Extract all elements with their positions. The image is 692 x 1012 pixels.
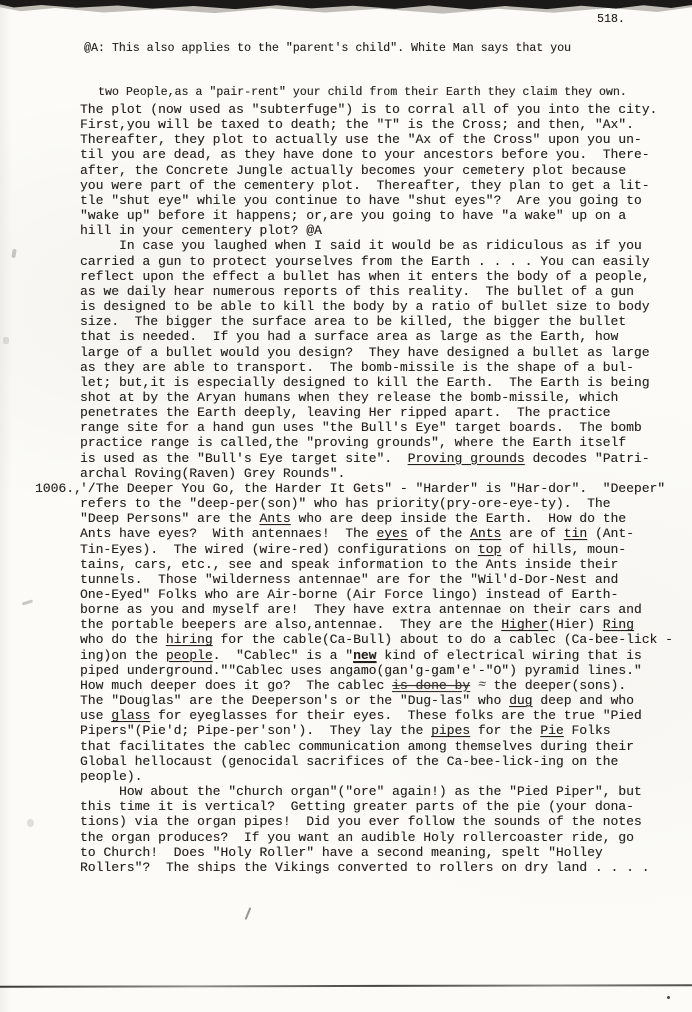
text-line: In case you laughed when I said it would be as ridiculous as if you (80, 238, 642, 254)
paragraph-number: 1006., (35, 480, 82, 496)
emphasized-word: Proving grounds (407, 450, 525, 466)
emphasized-word: top (477, 541, 502, 557)
page-number: 518. (597, 13, 625, 26)
smudge-mark (11, 249, 17, 259)
text-line: Rollers"? The ships the Vikings converted to rollers on dry land . . . . (80, 859, 650, 875)
emphasized-word: is done by (392, 677, 471, 693)
smudge-mark (3, 337, 9, 344)
emphasized-word: dug (509, 693, 533, 709)
emphasized-word: new (353, 647, 377, 663)
text-line: til you are dead, as they have done to your ancestors before you. There- (80, 147, 650, 163)
text-line: reflect upon the effect a bullet has when it enters the body of a people, (80, 268, 650, 284)
text-line: hill in your cementery plot? @A (80, 223, 322, 239)
text-line: to Church! Does "Holy Roller" have a second meaning, spelt "Holley (80, 844, 603, 860)
emphasized-word: glass (111, 708, 151, 724)
text-line: Ants have eyes? With antennaes! The eyes of the Ants are of tin (Ant- (80, 526, 634, 542)
text-line: ing)on the people. "Cablec" is a "new kind of electrical wiring that is (80, 647, 642, 663)
text-line: after, the Concrete Jungle actually becomes your cemetery plot because (80, 162, 627, 178)
text-line: the organ produces? If you want an audible Holy rollercoaster ride, go (80, 829, 634, 845)
text-line: that facilitates the cablec communication among themselves during their (80, 738, 634, 754)
text-line: practice range is called,the "proving grounds", where the Earth itself (80, 435, 627, 451)
emphasized-word: people (165, 647, 213, 663)
text-line: carried a gun to protect yourselves from the Earth . . . . You can easily (80, 253, 650, 269)
text-line: borne as you and myself are! They have extra antennae on their cars and (80, 602, 642, 618)
emphasized-word: Ants (259, 511, 291, 527)
text-line: this time it is vertical? Getting greater parts of the pie (your dona- (80, 799, 634, 815)
emphasized-word: Ants (470, 526, 502, 542)
text-line: "Deep Persons" are the Ants who are deep inside the Earth. How do the (80, 511, 627, 527)
text-line: tions) via the organ pipes! Did you ever follow the sounds of the notes (80, 814, 642, 830)
emphasized-word: hiring (165, 632, 213, 648)
header-line-1: @A: This also applies to the "parent's child". White Man says that you (84, 42, 572, 56)
emphasized-word: tin (563, 526, 588, 542)
text-line: refers to the "deep-per(son)" who has priority(pry-ore-eye-ty). The (80, 496, 611, 512)
text-line: First,you will be taxed to death; the "T" is the Cross; and then, "Ax". (80, 117, 634, 133)
text-line: Tin-Eyes). The wired (wire-red) configurations on top of hills, moun- (80, 541, 627, 557)
header-line-2: two People,as a "pair-rent" your child from their Earth they claim they own. (98, 85, 627, 99)
text-line: let; but,it is especially designed to kill the Earth. The Earth is being (80, 374, 650, 390)
text-line: archal Roving(Raven) Grey Rounds". (80, 465, 346, 481)
text-line: Thereafter, they plot to actually use the "Ax of the Cross" upon you un- (80, 132, 642, 148)
handwritten-mark: ≈ (468, 676, 496, 692)
text-line: How much deeper does it go? The cablec is done by ≈ the deeper(sons). (80, 676, 627, 693)
text-line: How about the "church organ"("ore" again!) as the "Pied Piper", but (80, 784, 642, 800)
text-line: shot at by the Aryan humans when they release the bomb-missile, which (80, 389, 619, 405)
text-line: you were part of the cementery plot. Thereafter, they plan to get a lit- (80, 177, 650, 193)
text-line: The "Douglas" are the Deeperson's or the "Dug-las" who dug deep and who (80, 693, 634, 709)
smudge-mark (22, 599, 33, 605)
text-line: the portable beepers are also,antennae. They are the Higher(Hier) Ring (80, 617, 634, 633)
document-body (35, 102, 673, 875)
text-line: One-Eyed" Folks who are Air-borne (Air Force lingo) instead of Earth- (80, 587, 619, 602)
smudge-mark (27, 819, 34, 827)
text-line: Pipers"(Pie'd; Pipe-per'son'). They lay the pipes for the Pie Folks (80, 723, 611, 739)
text-line: that is needed. If you had a surface area as large as the Earth, how (80, 329, 619, 345)
text-line: penetrates the Earth deeply, leaving Her ripped apart. The practice (80, 405, 611, 421)
text-line: use glass for eyeglasses for their eyes. These folks are the true "Pied (80, 708, 642, 724)
text-line: size. The bigger the surface area to be killed, the bigger the bullet (80, 314, 627, 330)
text-line: as they are able to transport. The bomb-missile is the shape of a bul- (80, 359, 634, 375)
emphasized-word: Ring (602, 617, 634, 633)
scan-fold-line (0, 984, 692, 987)
text-line: is used as the "Bull's Eye target site". Proving grounds decodes "Patri- (80, 450, 650, 466)
text-line: tains, cars, etc., see and speak information to the Ants inside their (80, 556, 619, 572)
text-line: Global hellocaust (genocidal sacrifices of the Ca-bee-lick-ing on the (80, 753, 619, 769)
ink-dot (667, 996, 670, 999)
text-line: "wake up" before it happens; or,are you going to have "a wake" up on a (80, 208, 627, 224)
text-line: as we daily hear numerous reports of this reality. The bullet of a gun (80, 283, 634, 299)
text-line: people). (80, 768, 143, 784)
emphasized-word: Pie (540, 723, 564, 739)
text-line: tle "shut eye" while you continue to have "shut eyes"? Are you going to (80, 192, 642, 208)
text-line: tunnels. Those "wilderness antennae" are for the "Wil'd-Dor-Nest and (80, 571, 619, 587)
text-line: piped underground.""Cablec uses angamo(gan'g-gam'e'-"O") pyramid lines." (80, 662, 642, 678)
text-line: 1006., '/The Deeper You Go, the Harder It Gets" - "Harder" is "Har-dor". "Deeper" (35, 480, 666, 496)
text-line: The plot (now used as "subterfuge") is to corral all of you into the city. (80, 102, 658, 117)
emphasized-word: Higher (501, 617, 549, 633)
text-line: who do the hiring for the cable(Ca-Bull) about to do a cablec (Ca-bee-lick - (80, 632, 673, 648)
text-line: is designed to be able to kill the body by a ratio of bullet size to body (80, 299, 650, 315)
text-line: range site for a hand gun uses "the Bull's Eye" target boards. The bomb (80, 420, 642, 436)
emphasized-word: eyes (376, 526, 408, 542)
pen-slash-mark (245, 907, 251, 920)
text-line: large of a bullet would you design? They have designed a bullet as large (80, 344, 650, 360)
emphasized-word: pipes (431, 723, 471, 739)
